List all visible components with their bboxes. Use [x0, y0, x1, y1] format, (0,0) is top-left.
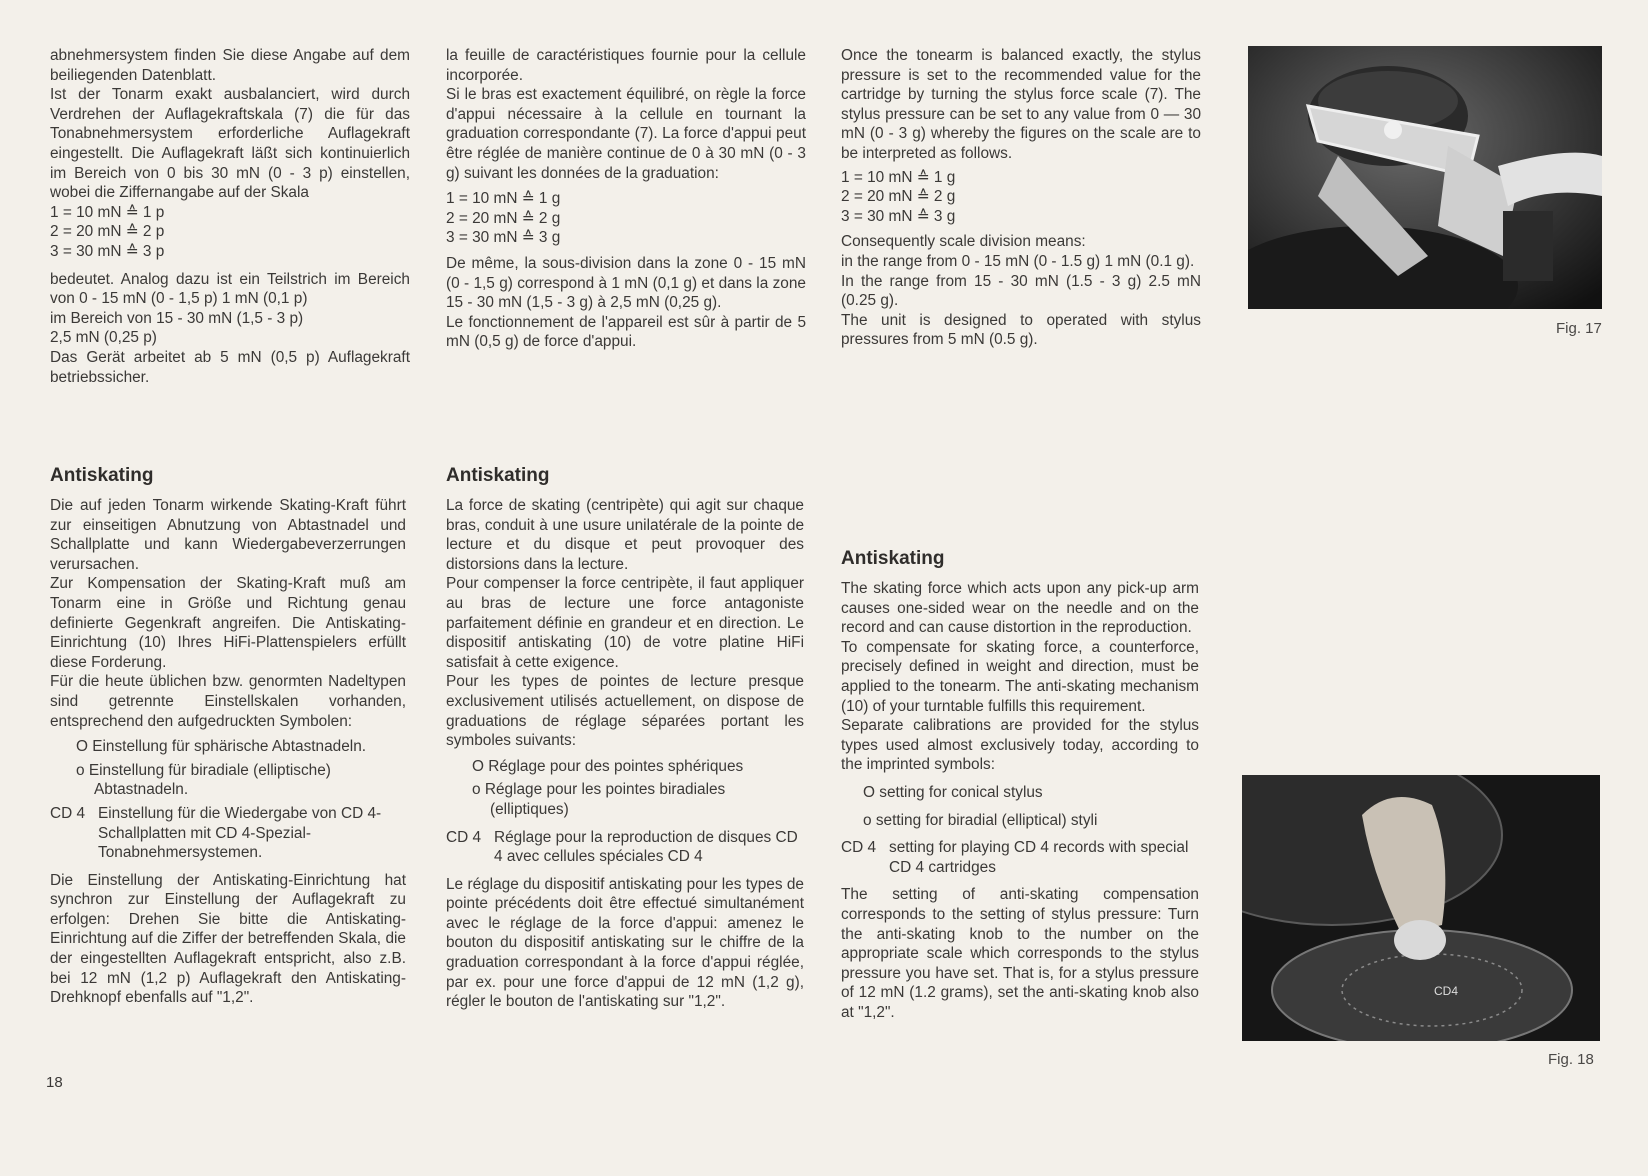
- english-antiskating-heading: Antiskating: [841, 548, 945, 569]
- english-antiskating-body: [841, 579, 1199, 1022]
- french-antiskating-heading: Antiskating: [446, 465, 550, 486]
- german-scale-2: 2 = 20 mN ≙ 2 p: [50, 223, 165, 241]
- english-after-scale-2: in the range from 0 - 15 mN (0 - 1.5 g) 1 mN (0.1 g).: [841, 252, 1195, 270]
- german-symbol-spherical: O Einstellung für sphärische Abtastnadeln.: [76, 738, 367, 756]
- english-cd4-item: [841, 838, 1199, 877]
- english-para-1: The skating force which acts upon any pick-up arm causes one-sided wear on the needle and on the record and can cause distortion in the reproduction.: [841, 580, 1199, 637]
- english-cd4-key: CD 4: [841, 839, 877, 857]
- german-after-scale-2: im Bereich von 15 - 30 mN (1,5 - 3 p): [50, 309, 304, 327]
- french-cd4-key: CD 4: [446, 828, 482, 846]
- german-after-scale-4: Das Gerät arbeitet ab 5 mN (0,5 p) Auflagekraft betriebssicher.: [50, 348, 410, 386]
- english-scale-2: 2 = 20 mN ≙ 2 g: [841, 188, 956, 206]
- german-para-4: Die Einstellung der Antiskating-Einrichtung hat synchron zur Einstellung der Auflagekraft zu erfolgen: Drehen Sie bitte die Antiskating-Einrichtung auf die Ziffer der betreffenden Skala, die der eingestellten Auflagekraft entspricht, also z.B. bei 12 mN (1,2 p) Auflagekraft den Antiskating-Drehknopf ebenfalls auf "1,2".: [50, 871, 406, 1007]
- figure-18-dial-label: CD4: [1434, 984, 1459, 998]
- french-para-4: Le réglage du dispositif antiskating pour les types de pointe précédents doit être effectué simultanément avec le réglage de la force d'appui: amenez le bouton du dispositif antiskating sur le chiffre de la graduation correspondant à la force d'appui réglée, par ex. pour une force d'appui de 12 mN (1,2 g), régler le bouton de l'antiskating sur "1,2".: [446, 875, 804, 1011]
- french-after-scale-2: Le fonctionnement de l'appareil est sûr à partir de 5 mN (0,5 g) de force d'appui.: [446, 313, 806, 351]
- english-cd4-text: setting for playing CD 4 records with special CD 4 cartridges: [889, 839, 1189, 876]
- english-after-scale-3: In the range from 15 - 30 mN (1.5 - 3 g) 2.5 mN (0.25 g).: [841, 272, 1201, 310]
- french-antiskating-body: [446, 496, 804, 1012]
- german-antiskating-heading: Antiskating: [50, 465, 154, 486]
- french-cd4-text: Réglage pour la reproduction de disques CD 4 avec cellules spéciales CD 4: [494, 828, 798, 866]
- german-scale-3: 3 = 30 mN ≙ 3 p: [50, 242, 165, 260]
- antiskating-knob-illustration: [1242, 775, 1600, 1041]
- french-intro-1: la feuille de caractéristiques fournie pour la cellule incorporée.: [446, 47, 806, 84]
- french-scale-1: 1 = 10 mN ≙ 1 g: [446, 190, 561, 208]
- english-after-scale-1: Consequently scale division means:: [841, 233, 1086, 251]
- english-para-2: To compensate for skating force, a counterforce, precisely defined in weight and direction, must be applied to the tonearm. The anti-skating mechanism (10) of your turntable fulfills this requirement.: [841, 638, 1199, 715]
- french-scale-3: 3 = 30 mN ≙ 3 g: [446, 229, 561, 247]
- french-column: [446, 46, 806, 352]
- french-para-3: Pour les types de pointes de lecture presque exclusivement utilisés actuellement, on dispose de graduations de réglage séparées portant les symboles suivants:: [446, 673, 804, 750]
- german-column: [50, 46, 410, 387]
- figure-17-photo: [1248, 46, 1602, 309]
- french-para-2: Pour compenser la force centripète, il faut appliquer au bras de lecture une force antagoniste parfaitement définie en grandeur et en direction. Le dispositif antiskating (10) de votre platine HiFi satisfait à cette exigence.: [446, 575, 804, 671]
- english-scale-1: 1 = 10 mN ≙ 1 g: [841, 168, 956, 186]
- german-symbol-biradial: o Einstellung für biradiale (elliptische) Abtastnadeln.: [76, 761, 331, 799]
- english-scale-3: 3 = 30 mN ≙ 3 g: [841, 207, 956, 225]
- german-para-2: Zur Kompensation der Skating-Kraft muß am Tonarm eine in Größe und Richtung genau definierte Gegenkraft angreifen. Die Antiskating-Einrichtung (10) Ihres HiFi-Plattenspielers erfüllt diese Forderung.: [50, 575, 406, 671]
- english-para-4: The setting of anti-skating compensation corresponds to the setting of stylus pressure: Turn the anti-skating knob to the number on the appropriate scale which corresponds to the stylus pressure you have set. That is, for a stylus pressure of 12 mN (1.2 grams), set the anti-skating knob also at "1,2".: [841, 886, 1199, 1021]
- english-after-scale-4: The unit is designed to operated with stylus pressures from 5 mN (0.5 g).: [841, 311, 1201, 349]
- english-column: [841, 46, 1201, 350]
- french-symbol-biradial: o Réglage pour les pointes biradiales (elliptiques): [472, 781, 726, 818]
- german-after-scale-3: 2,5 mN (0,25 p): [50, 329, 157, 347]
- german-intro-1: abnehmersystem finden Sie diese Angabe auf dem beiliegenden Datenblatt.: [50, 47, 410, 84]
- german-scale-1: 1 = 10 mN ≙ 1 p: [50, 203, 165, 221]
- english-symbol-conical: O setting for conical stylus: [863, 783, 1043, 801]
- french-after-scale-1: De même, la sous-division dans la zone 0 - 15 mN (0 - 1,5 g) correspond à 1 mN (0,1 g) et dans la zone 15 - 30 mN (1,5 - 3 g) à 2,5 mN (0,25 g).: [446, 254, 806, 312]
- figure-17-caption: Fig. 17: [1556, 320, 1602, 337]
- french-para-1: La force de skating (centripète) qui agit sur chaque bras, conduit à une usure unilatérale de la pointe de lecture et du disque et peut provoquer des distorsions dans la lecture.: [446, 497, 804, 573]
- german-cd4-key: CD 4: [50, 804, 86, 822]
- english-para-3: Separate calibrations are provided for the stylus types used almost exclusively today, according to the imprinted symbols:: [841, 717, 1199, 774]
- english-symbol-biradial: o setting for biradial (elliptical) styli: [863, 811, 1098, 829]
- german-intro-2: Ist der Tonarm exakt ausbalanciert, wird durch Verdrehen der Auflagekraftskala (7) die für das Tonabnehmersystem erforderliche Auflagekraft eingestellt. Die Auflagekraft läßt sich kontinuierlich im Bereich von 0 bis 30 mN (0 - 3 p) einstellen, wobei die Ziffernangabe auf der Skala: [50, 86, 410, 202]
- french-scale-2: 2 = 20 mN ≙ 2 g: [446, 209, 561, 227]
- page-number: 18: [46, 1074, 63, 1091]
- german-cd4-text: Einstellung für die Wiedergabe von CD 4-Schallplatten mit CD 4-Spezial-Tonabnehmersystemen.: [98, 804, 382, 862]
- figure-18-photo: [1242, 775, 1600, 1041]
- german-cd4-item: [50, 804, 406, 863]
- german-para-1: Die auf jeden Tonarm wirkende Skating-Kraft führt zur einseitigen Abnutzung von Abtastnadel und Schallplatte und kann Wiedergabeverzerrungen verursachen.: [50, 497, 406, 573]
- tonearm-counterweight-illustration: [1248, 46, 1602, 309]
- figure-18-caption: Fig. 18: [1548, 1051, 1594, 1068]
- german-para-3: Für die heute üblichen bzw. genormten Nadeltypen sind getrennte Einstellskalen vorhanden, entsprechend den aufgedruckten Symbolen:: [50, 673, 406, 730]
- french-intro-2: Si le bras est exactement équilibré, on règle la force d'appui nécessaire à la cellule en tournant la graduation correspondante (7). La force d'appui peut être réglée de manière continue de 0 à 30 mN (0 - 3 g) suivant les données de la graduation:: [446, 86, 806, 182]
- english-intro-1: Once the tonearm is balanced exactly, the stylus pressure is set to the recommended value for the cartridge by turning the stylus force scale (7). The stylus pressure can be set to any value from 0 — 30 mN (0 - 3 g) whereby the figures on the scale are to be interpreted as follows.: [841, 47, 1201, 162]
- french-cd4-item: [446, 828, 804, 867]
- french-symbol-spherical: O Réglage pour des pointes sphériques: [472, 757, 744, 775]
- german-after-scale-1: bedeutet. Analog dazu ist ein Teilstrich im Bereich von 0 - 15 mN (0 - 1,5 p) 1 mN (0,1 p): [50, 270, 410, 308]
- german-antiskating-body: [50, 496, 406, 1008]
